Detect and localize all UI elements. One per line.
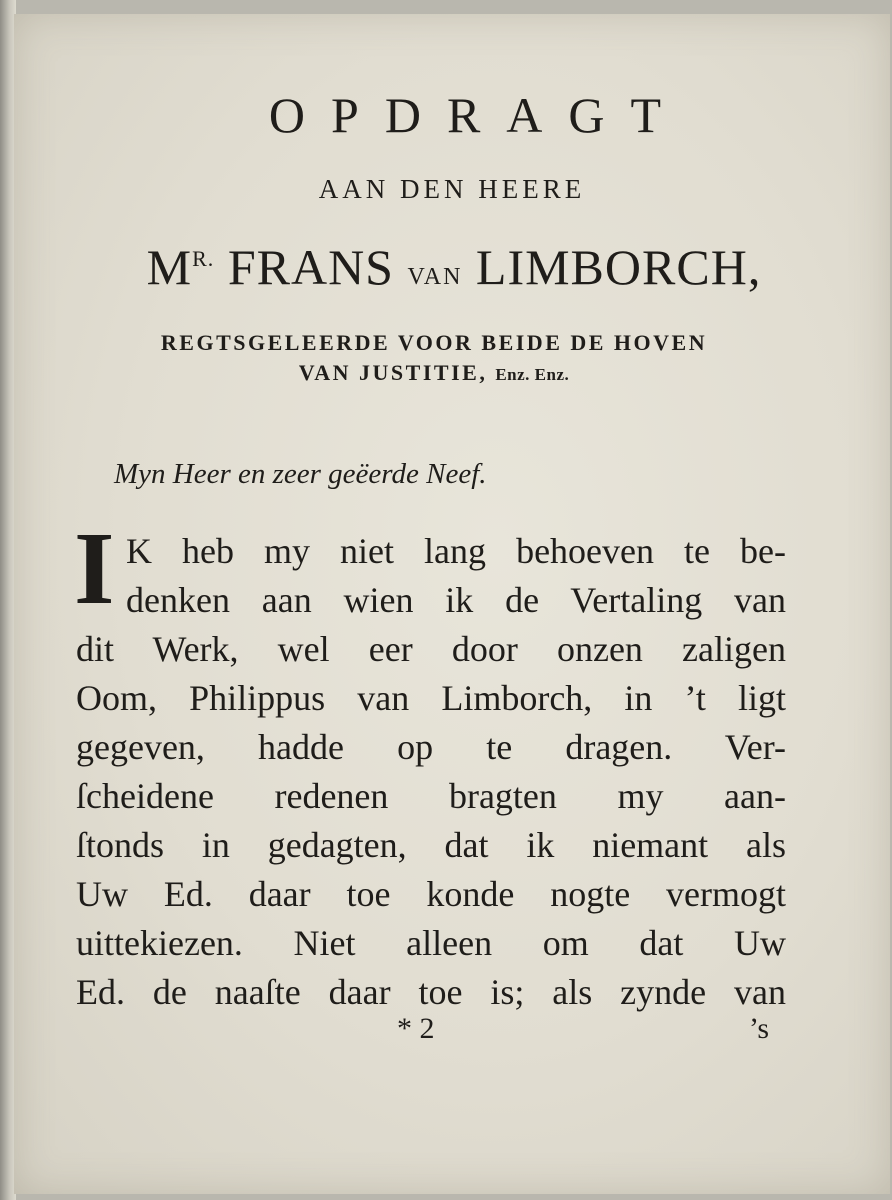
salutation: Myn Heer en zeer geëerde Neef. — [114, 458, 487, 490]
addressee-line: AAN DEN HEERE — [318, 174, 586, 204]
page-title: OPDRAGT — [268, 87, 688, 143]
name-prefix: $M^{R.}$ — [146, 239, 215, 295]
signature-mark: * 2 — [397, 1012, 435, 1045]
credentials-line-2-text: VAN JUSTITIE, — [298, 360, 488, 385]
body-line: K heb my niet lang behoeven te be- — [126, 531, 786, 571]
catchword: ’s — [749, 1012, 770, 1045]
credentials-line-2 — [54, 360, 814, 386]
credentials-line-1: REGTSGELEERDE VOOR BEIDE DE HOVEN — [160, 330, 708, 355]
name-first: FRANS — [227, 239, 394, 295]
body-line: gegeven, hadde op te dragen. Ver- — [76, 727, 786, 767]
body-line: uittekiezen. Niet alleen om dat Uw — [76, 923, 786, 963]
body-line: ſcheidene redenen bragten my aan- — [76, 776, 786, 816]
body-line: dit Werk, wel eer door onzen zaligen — [76, 629, 786, 669]
body-line: Oom, Philippus van Limborch, in ’t ligt — [76, 678, 786, 718]
body-line: Ed. de naaſte daar toe is; als zynde van — [76, 972, 786, 1012]
drop-cap: I — [74, 511, 115, 626]
name-van: VAN — [407, 264, 463, 290]
book-page — [14, 14, 890, 1194]
dedicatee-name — [74, 238, 834, 296]
name-last: LIMBORCH, — [475, 239, 762, 295]
credentials-enz: Enz. Enz. — [495, 365, 570, 384]
body-line: Uw Ed. daar toe konde nogte vermogt — [76, 874, 786, 914]
body-line: ſtonds in gedagten, dat ik niemant als — [76, 825, 786, 865]
body-line: denken aan wien ik de Vertaling van — [126, 580, 786, 620]
